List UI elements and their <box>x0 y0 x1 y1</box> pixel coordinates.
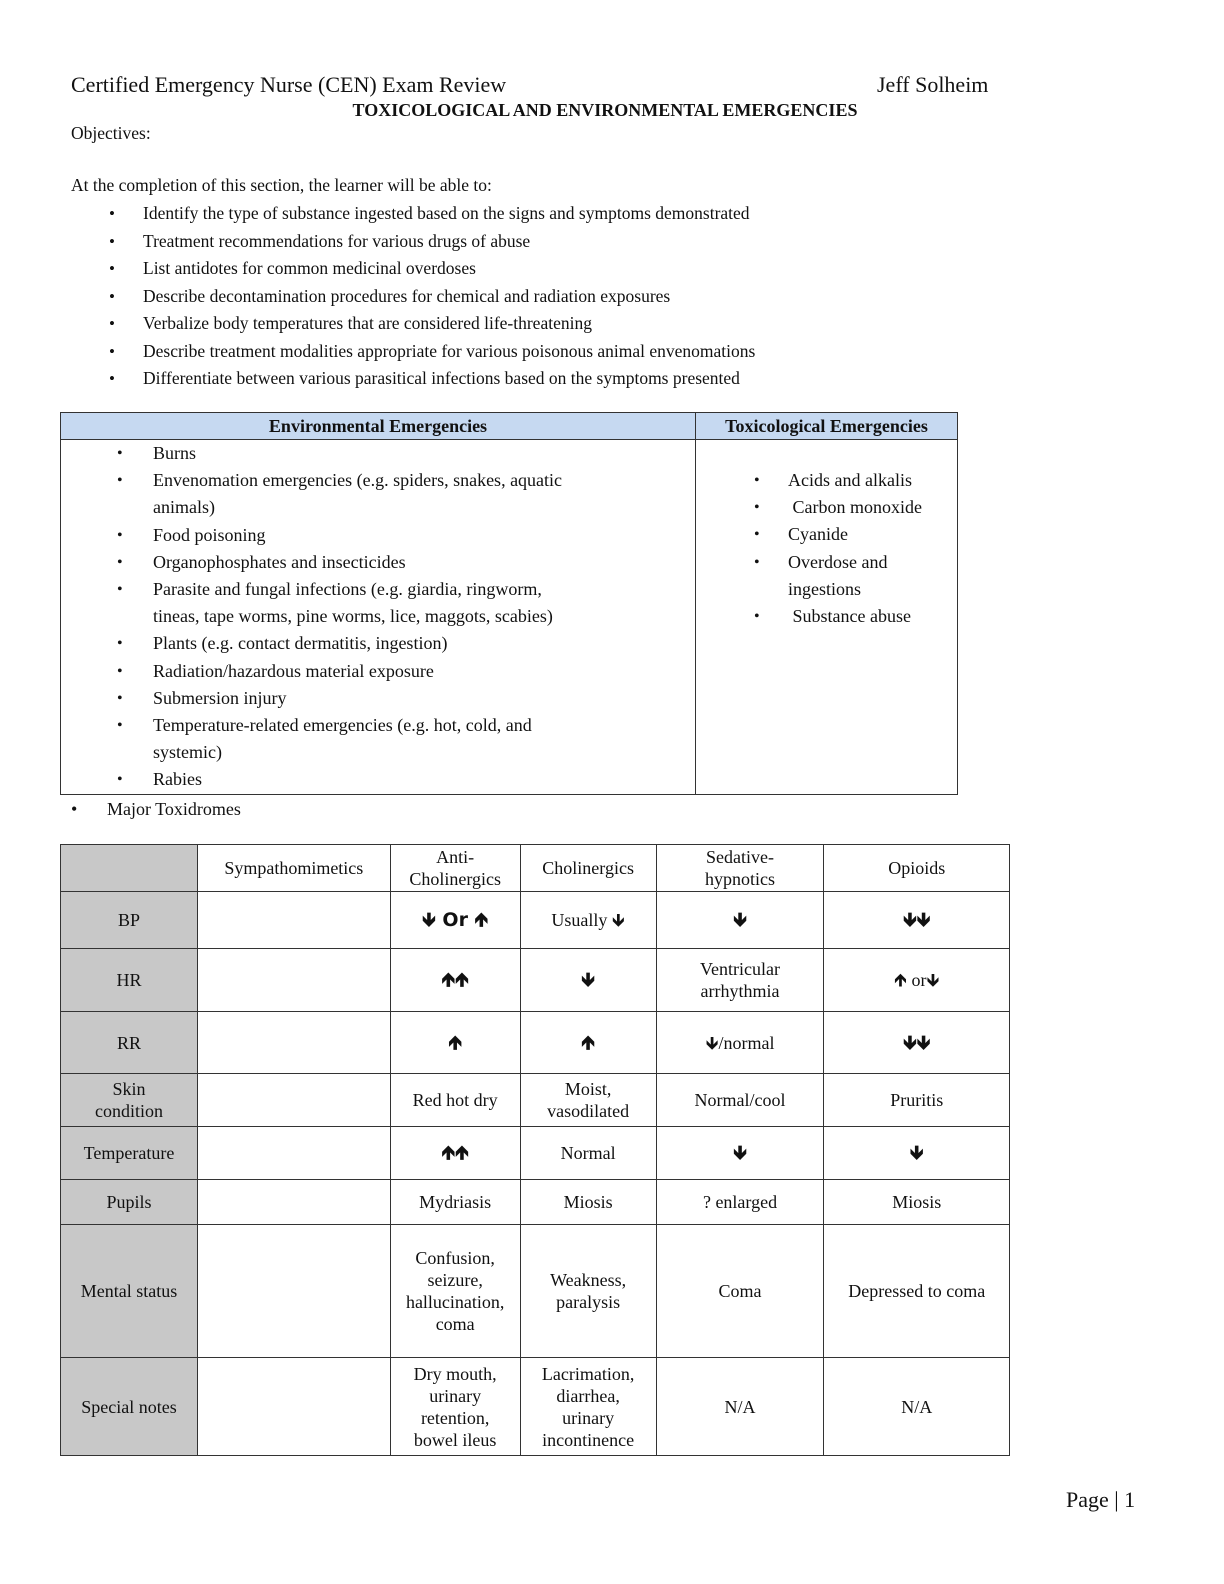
list-item: • Food poisoning <box>61 522 581 549</box>
tox-list <box>696 467 946 630</box>
table-cell: N/A <box>824 1358 1010 1456</box>
table-cell: 🡹 <box>520 1012 656 1074</box>
list-item: • Acids and alkalis <box>696 467 946 494</box>
emergencies-table <box>60 412 958 795</box>
table-cell: 🡻 <box>520 949 656 1012</box>
table-cell <box>197 1012 390 1074</box>
list-item: • List antidotes for common medicinal overdoses <box>71 256 755 284</box>
list-item: • Carbon monoxide <box>696 494 946 521</box>
row-label: BP <box>61 892 198 949</box>
row-label: HR <box>61 949 198 1012</box>
table-cell: 🡹 <box>390 1012 520 1074</box>
list-item: • Differentiate between various parasitical infections based on the symptoms presented <box>71 366 755 394</box>
col-header: Cholinergics <box>520 845 656 892</box>
objectives-intro: At the completion of this section, the learner will be able to: <box>71 175 492 195</box>
list-item: • Overdose and ingestions <box>696 549 908 603</box>
row-label: Mental status <box>61 1225 198 1358</box>
table-cell <box>197 1358 390 1456</box>
table-cell: Weakness, paralysis <box>520 1225 656 1358</box>
row-label: Temperature <box>61 1127 198 1180</box>
table-cell: Normal/cool <box>656 1074 824 1127</box>
list-item: • Parasite and fungal infections (e.g. giardia, ringworm, tineas, tape worms, pine worms, lice, maggots, scabies) <box>61 576 581 630</box>
major-toxidromes-label: Major Toxidromes <box>107 799 241 819</box>
row-label: Pupils <box>61 1180 198 1225</box>
table-cell: 🡻🡻 <box>824 892 1010 949</box>
table-cell: Depressed to coma <box>824 1225 1010 1358</box>
list-item: • Identify the type of substance ingested based on the signs and symptoms demonstrated <box>71 201 755 229</box>
table-cell: Miosis <box>824 1180 1010 1225</box>
list-item: • Burns <box>61 440 581 467</box>
col-header: Anti-Cholinergics <box>390 845 520 892</box>
table-cell: 🡻/normal <box>656 1012 824 1074</box>
table-cell: Ventricular arrhythmia <box>656 949 824 1012</box>
list-item: • Verbalize body temperatures that are considered life-threatening <box>71 311 755 339</box>
table-cell: Normal <box>520 1127 656 1180</box>
table-cell: Dry mouth, urinary retention, bowel ileus <box>390 1358 520 1456</box>
list-item: • Plants (e.g. contact dermatitis, ingestion) <box>61 630 581 657</box>
env-header: Environmental Emergencies <box>61 413 696 440</box>
section-title: TOXICOLOGICAL AND ENVIRONMENTAL EMERGENCIES <box>352 100 858 120</box>
table-cell: Confusion, seizure, hallucination, coma <box>390 1225 520 1358</box>
table-cell: Moist, vasodilated <box>520 1074 656 1127</box>
objectives-list <box>71 201 755 394</box>
table-cell: 🡹🡹 <box>390 949 520 1012</box>
corner-cell <box>61 845 198 892</box>
col-header: Sedative-hypnotics <box>656 845 824 892</box>
objectives-label: Objectives: <box>71 123 151 143</box>
list-item: • Radiation/hazardous material exposure <box>61 658 581 685</box>
table-cell: Miosis <box>520 1180 656 1225</box>
row-label: RR <box>61 1012 198 1074</box>
table-cell: 🡻🡻 <box>824 1012 1010 1074</box>
list-item: • Submersion injury <box>61 685 581 712</box>
list-item: • Substance abuse <box>696 603 946 630</box>
table-cell: 🡻 <box>656 892 824 949</box>
page-number: Page | 1 <box>1066 1487 1136 1512</box>
tox-header: Toxicological Emergencies <box>696 413 958 440</box>
table-cell: 🡻 Or 🡹 <box>390 892 520 949</box>
env-list <box>61 440 581 794</box>
col-header: Opioids <box>824 845 1010 892</box>
table-cell: 🡹 or🡻 <box>824 949 1010 1012</box>
table-cell <box>197 949 390 1012</box>
table-cell <box>197 1225 390 1358</box>
list-item: • Describe decontamination procedures for chemical and radiation exposures <box>71 284 755 312</box>
table-cell: N/A <box>656 1358 824 1456</box>
table-cell: Lacrimation, diarrhea, urinary incontinence <box>520 1358 656 1456</box>
table-cell <box>197 1180 390 1225</box>
table-cell: Red hot dry <box>390 1074 520 1127</box>
list-item: • Temperature-related emergencies (e.g. hot, cold, and systemic) <box>61 712 581 766</box>
table-cell <box>197 1127 390 1180</box>
document-author: Jeff Solheim <box>877 72 989 97</box>
tox-cell <box>696 440 958 795</box>
list-item: • Cyanide <box>696 521 946 548</box>
col-header: Sympathomimetics <box>197 845 390 892</box>
row-label: Special notes <box>61 1358 198 1456</box>
list-item: • Organophosphates and insecticides <box>61 549 581 576</box>
list-item: • Rabies <box>61 766 581 793</box>
table-cell: 🡻 <box>824 1127 1010 1180</box>
list-item: • Envenomation emergencies (e.g. spiders, snakes, aquatic animals) <box>61 467 581 521</box>
table-cell <box>197 892 390 949</box>
table-cell: 🡹🡹 <box>390 1127 520 1180</box>
toxidromes-table <box>60 844 1010 1456</box>
table-cell: 🡻 <box>656 1127 824 1180</box>
table-cell: Mydriasis <box>390 1180 520 1225</box>
table-cell: Coma <box>656 1225 824 1358</box>
major-toxidromes-heading <box>71 799 241 820</box>
table-cell: Usually 🡻 <box>520 892 656 949</box>
table-cell <box>197 1074 390 1127</box>
list-item: • Treatment recommendations for various drugs of abuse <box>71 229 755 257</box>
env-cell <box>61 440 696 795</box>
list-item: • Describe treatment modalities appropriate for various poisonous animal envenomations <box>71 339 755 367</box>
document-header-title: Certified Emergency Nurse (CEN) Exam Review <box>71 72 507 97</box>
table-cell: Pruritis <box>824 1074 1010 1127</box>
row-label: Skin condition <box>61 1074 198 1127</box>
table-cell: ? enlarged <box>656 1180 824 1225</box>
